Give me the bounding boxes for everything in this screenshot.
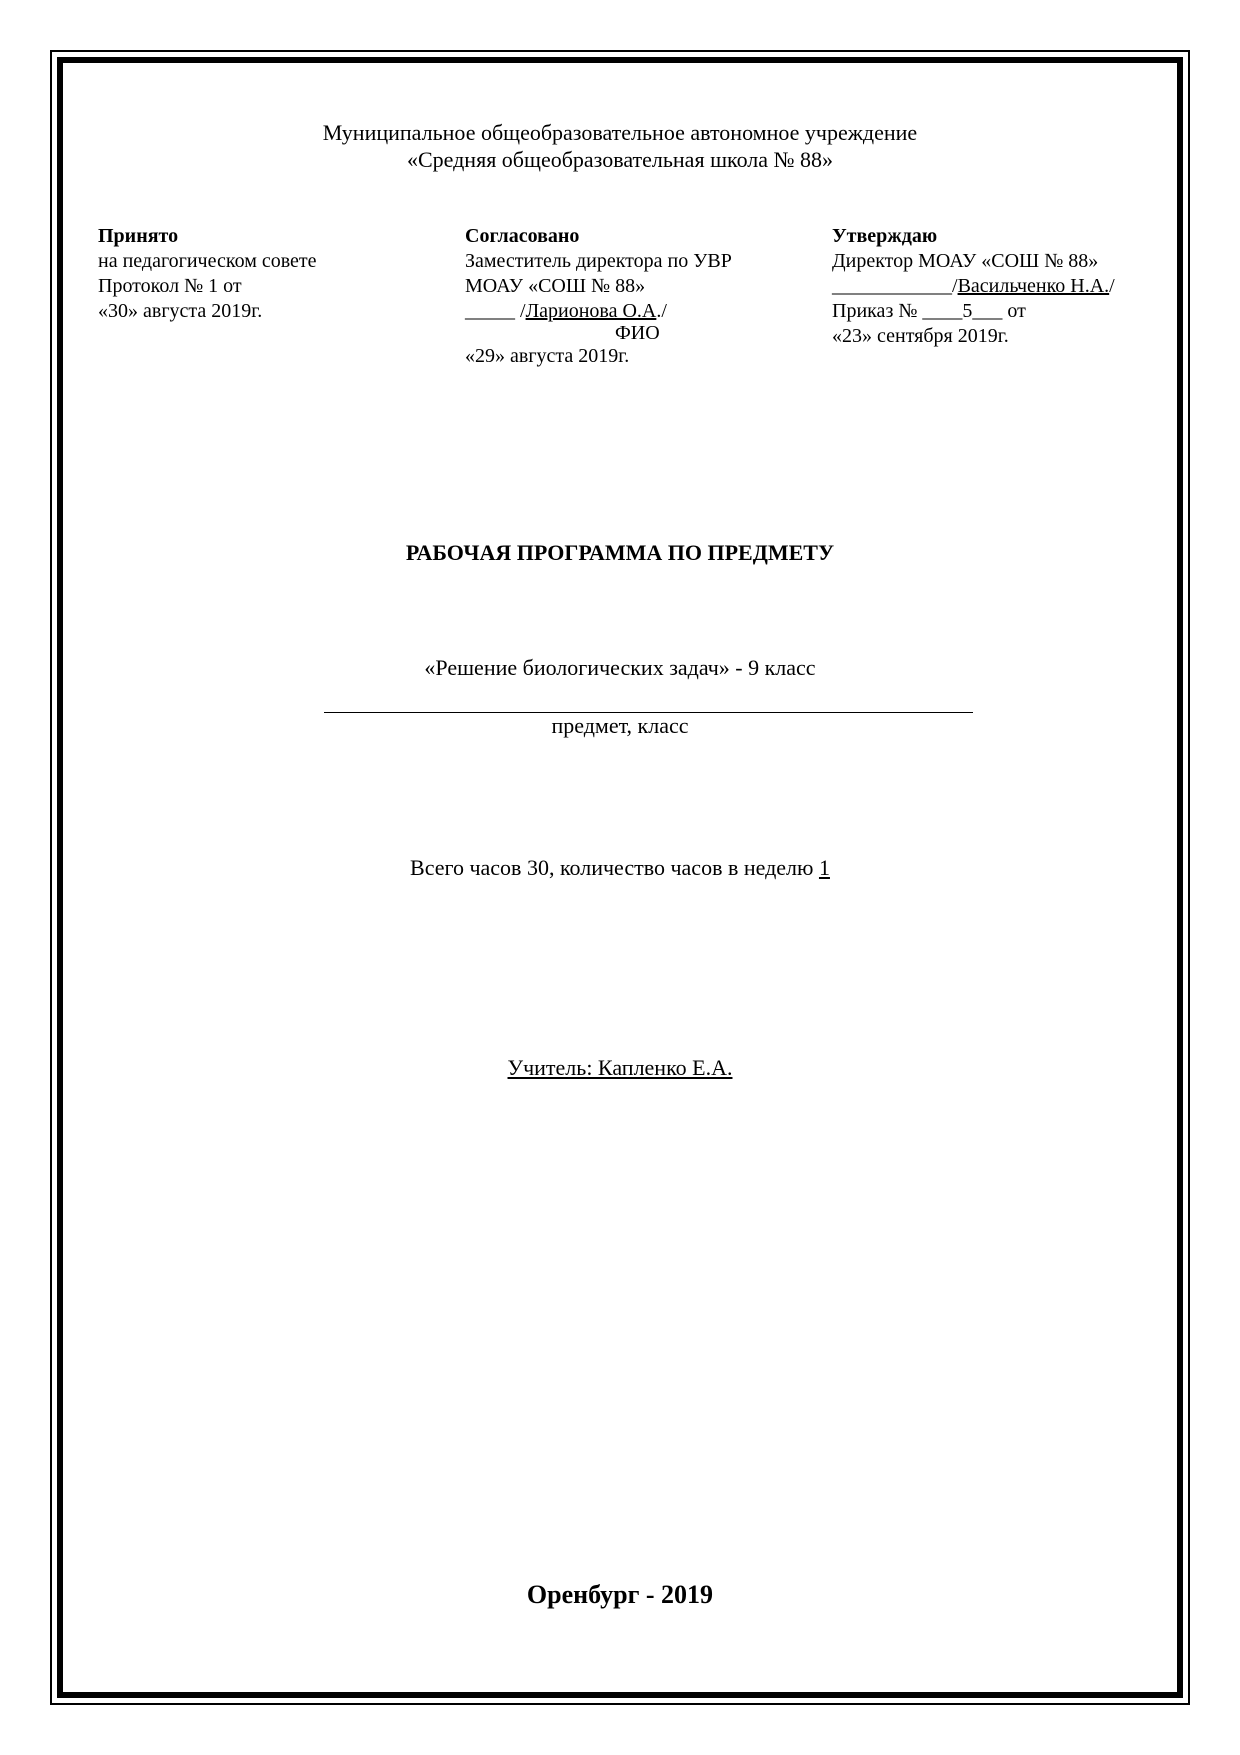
accepted-line-1: на педагогическом совете (98, 250, 317, 272)
approved-signature-blank: ____________/ (832, 275, 958, 297)
approved-order-prefix: Приказ № ____ (832, 300, 963, 322)
approved-order-suffix: ___ от (972, 300, 1026, 322)
accepted-title: Принято (98, 225, 179, 247)
accepted-block (98, 224, 317, 324)
accepted-date: «30» августа 2019г. (98, 300, 263, 322)
agreed-date: «29» августа 2019г. (465, 345, 630, 367)
institution-name: Муниципальное общеобразовательное автономное учреждение (322, 120, 918, 145)
agreed-signature-blank: _____ / (465, 300, 526, 322)
agreed-position: Заместитель директора по УВР (465, 250, 732, 272)
agreed-fio-caption: ФИО (615, 322, 660, 344)
agreed-signature-end: ./ (656, 300, 667, 322)
teacher-label: Учитель: Капленко Е.А. (507, 1055, 733, 1080)
approved-signature (832, 274, 1115, 299)
agreed-title: Согласовано (465, 225, 580, 247)
subject-caption: предмет, класс (551, 713, 689, 738)
agreed-school: МОАУ «СОШ № 88» (465, 275, 646, 297)
approved-block (832, 224, 1115, 349)
approved-order-number: 5 (962, 300, 973, 322)
hours-per-week: 1 (818, 855, 830, 880)
hours-info (0, 855, 1240, 881)
approved-order (832, 299, 1115, 324)
agreed-signature (465, 299, 732, 324)
city-year: Оренбург - 2019 (526, 1580, 714, 1609)
approved-date: «23» сентября 2019г. (832, 325, 1009, 347)
approved-signature-end: / (1109, 275, 1115, 297)
subject-name: «Решение биологических задач» - 9 класс (424, 655, 816, 680)
agreed-block (465, 224, 732, 369)
accepted-line-2: Протокол № 1 от (98, 275, 242, 297)
approved-title: Утверждаю (832, 225, 938, 247)
approved-signer-name: Васильченко Н.А. (957, 275, 1110, 297)
school-name: «Средняя общеобразовательная школа № 88» (406, 147, 834, 172)
teacher-name (0, 1055, 1240, 1081)
agreed-signer-name: Ларионова О.А (525, 300, 657, 322)
approved-position: Директор МОАУ «СОШ № 88» (832, 250, 1099, 272)
document-title: РАБОЧАЯ ПРОГРАММА ПО ПРЕДМЕТУ (405, 540, 835, 565)
hours-text: Всего часов 30, количество часов в неделю (410, 855, 814, 880)
